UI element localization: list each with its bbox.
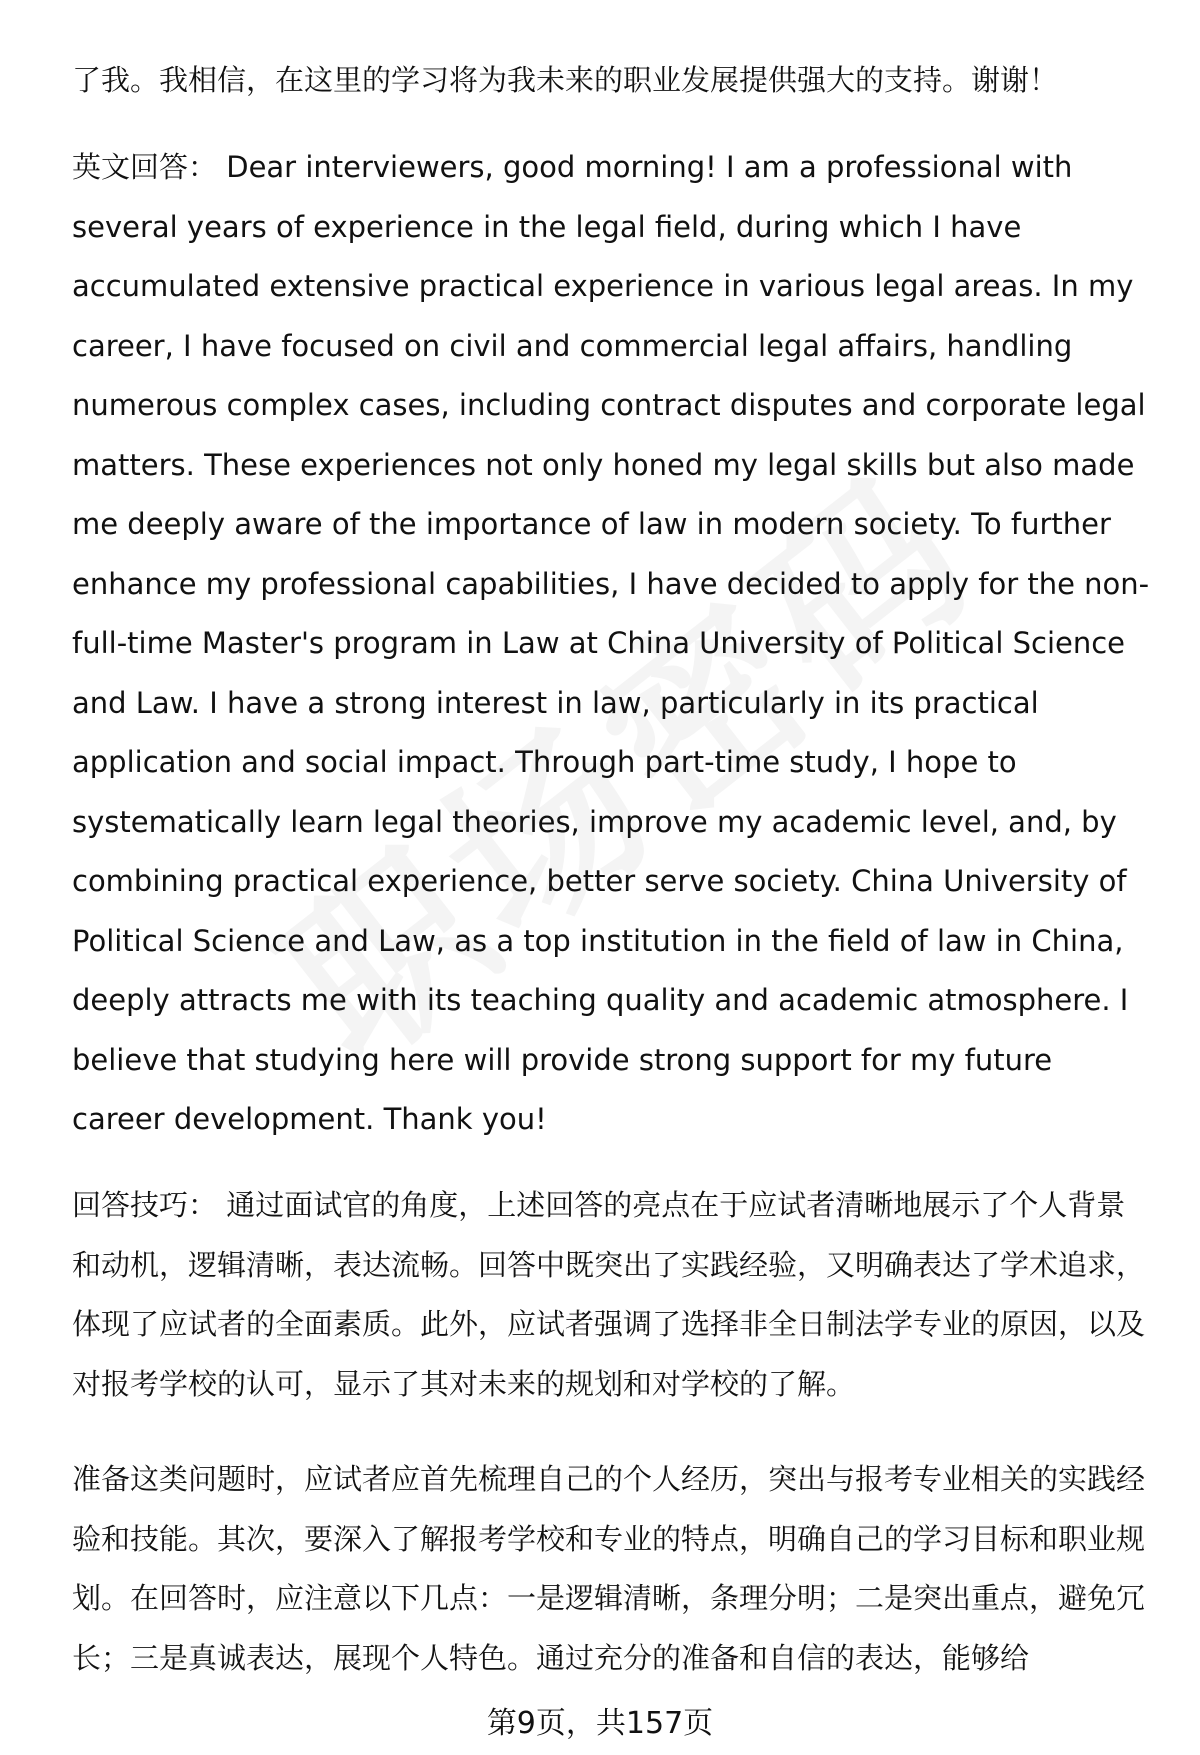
paragraph-continuation: 了我。我相信，在这里的学习将为我未来的职业发展提供强大的支持。谢谢！: [72, 63, 1059, 97]
paragraph-english-answer: [72, 138, 1152, 1150]
paragraph-answer-tips: [72, 1176, 1152, 1414]
answer-tips-label: 回答技巧：: [72, 1188, 218, 1222]
english-answer-text: Dear interviewers, good morning! I am a professional with several years of experience in the legal field, during which I have accumulated extensive practical experience in various legal areas. In my career, I have focused on civil and commercial legal affairs, handling numerous complex cases, including contract disputes and corporate legal matters. These experiences not only honed my legal skills but also made me deeply aware of the importance of law in modern society. To further enhance my professional capabilities, I have decided to apply for the non-full-time Master's program in Law at China University of Political Science and Law. I have a strong interest in law, particularly in its practical application and social impact. Through part-time study, I hope to systematically learn legal theories, improve my academic level, and, by combining practical experience, better serve society. China University of Political Science and Law, as a top institution in the field of law in China, deeply attracts me with its teaching quality and academic atmosphere. I believe that studying here will provide strong support for my future career development. Thank you!: [72, 150, 1150, 1136]
english-answer-label: 英文回答：: [72, 150, 218, 184]
answer-tips-text: 通过面试官的角度，上述回答的亮点在于应试者清晰地展示了个人背景和动机，逻辑清晰，表达流畅。回答中既突出了实践经验，又明确表达了学术追求，体现了应试者的全面素质。此外，应试者强调了选择非全日制法学专业的原因，以及对报考学校的认可，显示了其对未来的规划和对学校的了解。: [72, 1188, 1146, 1401]
paragraph-preparation-advice: 准备这类问题时，应试者应首先梳理自己的个人经历，突出与报考专业相关的实践经验和技能。其次，要深入了解报考学校和专业的特点，明确自己的学习目标和职业规划。在回答时，应注意以下几点：一是逻辑清晰，条理分明；二是突出重点，避免冗长；三是真诚表达，展现个人特色。通过充分的准备和自信的表达，能够给: [72, 1462, 1146, 1675]
page-number-footer: 第9页，共157页: [486, 1706, 714, 1741]
